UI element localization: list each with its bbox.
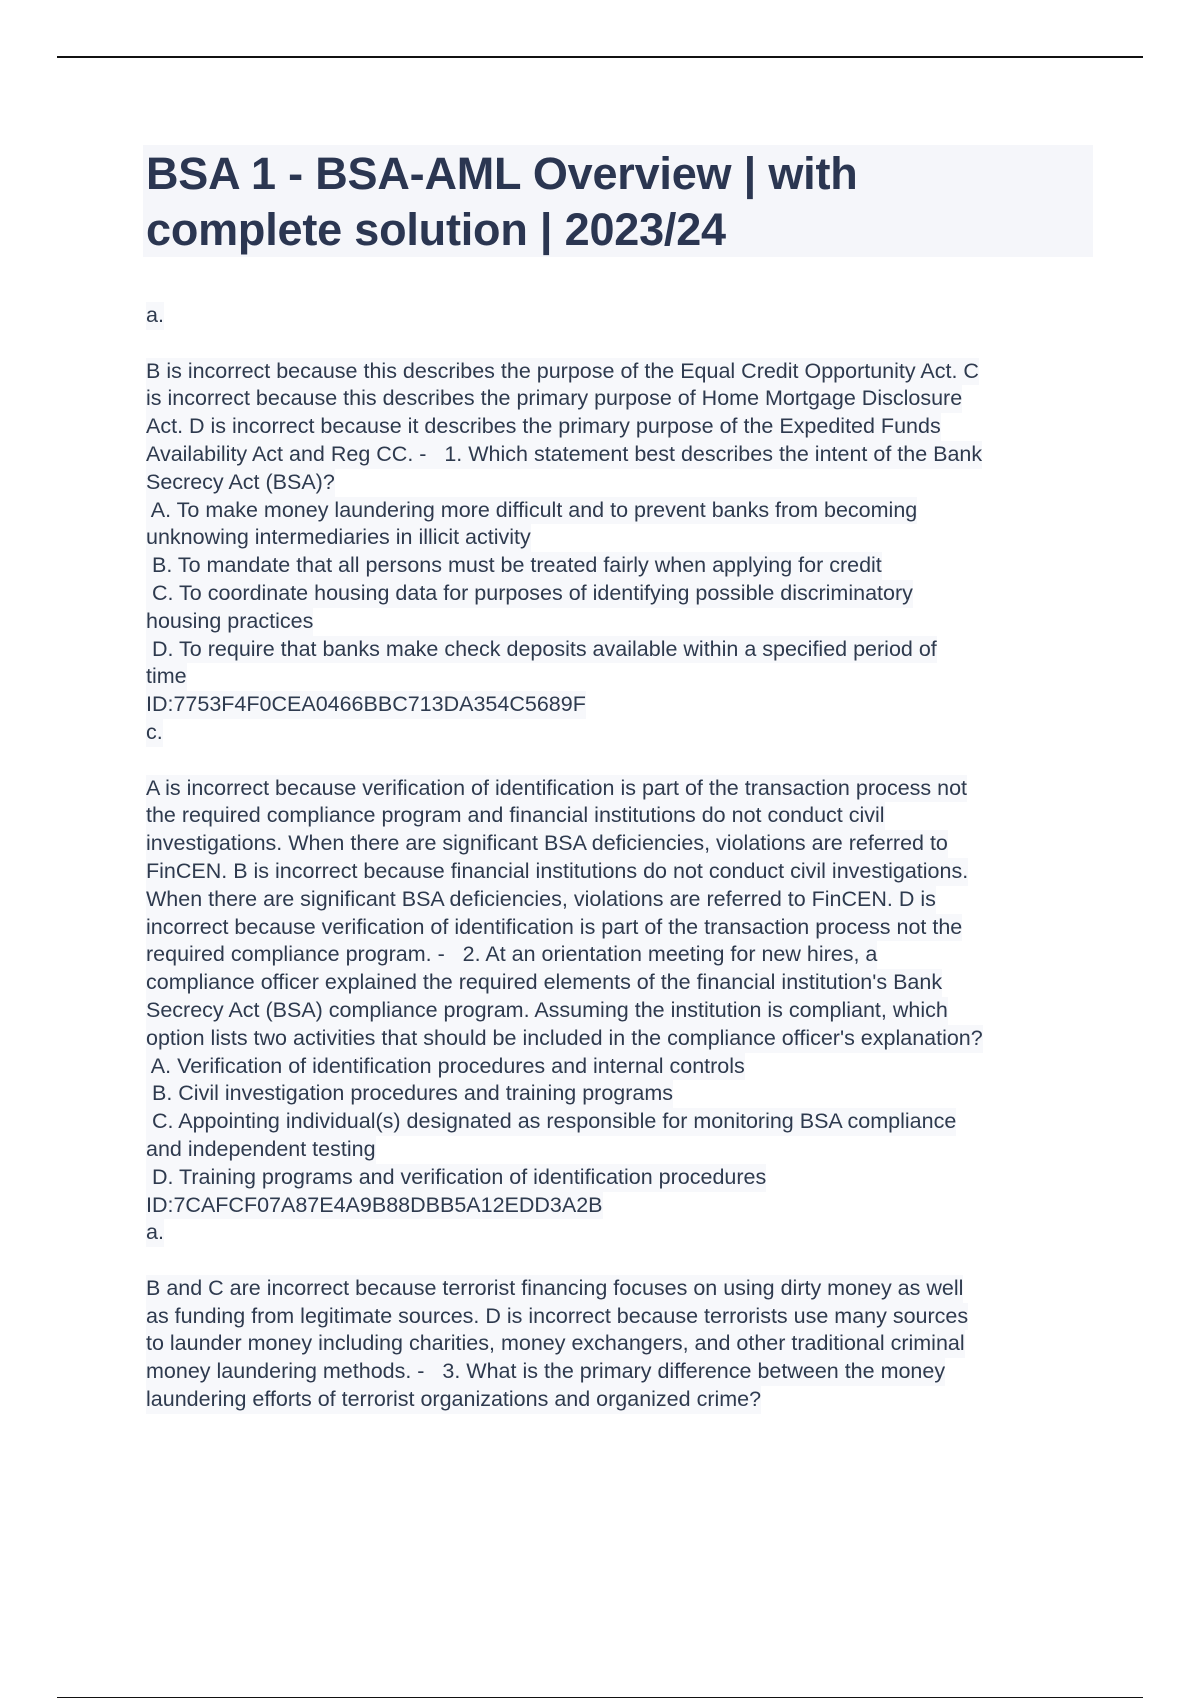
body-line: Secrecy Act (BSA) compliance program. Assuming the institution is compliant, which — [146, 997, 948, 1025]
body-line: Availability Act and Reg CC. - 1. Which statement best describes the intent of the Bank — [146, 441, 982, 469]
body-line: compliance officer explained the required elements of the financial institution's Bank — [146, 969, 942, 997]
body-line: the required compliance program and financial institutions do not conduct civil — [146, 802, 885, 830]
body-line: Secrecy Act (BSA)? — [146, 469, 335, 497]
body-line: unknowing intermediaries in illicit activity — [146, 524, 531, 552]
body-line: C. Appointing individual(s) designated as responsible for monitoring BSA compliance — [146, 1108, 956, 1136]
body-line: D. Training programs and verification of identification procedures — [146, 1164, 766, 1192]
body-line: A. Verification of identification procedures and internal controls — [146, 1053, 745, 1081]
body-line: is incorrect because this describes the primary purpose of Home Mortgage Disclosure — [146, 385, 962, 413]
top-rule — [57, 56, 1143, 58]
body-line: FinCEN. B is incorrect because financial institutions do not conduct civil investigations. — [146, 858, 968, 886]
body-line: c. — [146, 719, 163, 747]
blank-line — [146, 330, 1096, 358]
body-line: time — [146, 663, 187, 691]
document-title-line-2: complete solution | 2023/24 — [146, 204, 726, 255]
body-line: a. — [146, 1219, 164, 1247]
body-line: required compliance program. - 2. At an orientation meeting for new hires, a — [146, 941, 877, 969]
document-title — [146, 146, 1076, 258]
body-line: option lists two activities that should be included in the compliance officer's explanation? — [146, 1025, 983, 1053]
body-line: to launder money including charities, money exchangers, and other traditional criminal — [146, 1330, 965, 1358]
blank-line — [146, 747, 1096, 775]
body-line: money laundering methods. - 3. What is the primary difference between the money — [146, 1358, 945, 1386]
blank-line — [146, 1247, 1096, 1275]
body-line: C. To coordinate housing data for purposes of identifying possible discriminatory — [146, 580, 913, 608]
body-line: B. Civil investigation procedures and training programs — [146, 1080, 673, 1108]
document-title-line-1: BSA 1 - BSA-AML Overview | with — [146, 148, 858, 199]
body-line: investigations. When there are significant BSA deficiencies, violations are referred to — [146, 830, 948, 858]
body-line: as funding from legitimate sources. D is incorrect because terrorists use many sources — [146, 1303, 968, 1331]
body-line: ID:7753F4F0CEA0466BBC713DA354C5689F — [146, 691, 586, 719]
body-line: A is incorrect because verification of identification is part of the transaction process not — [146, 775, 967, 803]
body-line: Act. D is incorrect because it describes the primary purpose of the Expedited Funds — [146, 413, 941, 441]
document-body — [146, 302, 1096, 1414]
body-line: a. — [146, 302, 164, 330]
bottom-rule — [57, 1697, 1143, 1698]
body-line: ID:7CAFCF07A87E4A9B88DBB5A12EDD3A2B — [146, 1192, 603, 1220]
body-line: housing practices — [146, 608, 313, 636]
body-line: When there are significant BSA deficiencies, violations are referred to FinCEN. D is — [146, 886, 936, 914]
body-line: incorrect because verification of identification is part of the transaction process not the — [146, 914, 962, 942]
body-line: laundering efforts of terrorist organizations and organized crime? — [146, 1386, 761, 1414]
body-line: D. To require that banks make check deposits available within a specified period of — [146, 636, 937, 664]
body-line: B is incorrect because this describes the purpose of the Equal Credit Opportunity Act. C — [146, 358, 979, 386]
body-line: B and C are incorrect because terrorist financing focuses on using dirty money as well — [146, 1275, 963, 1303]
body-line: and independent testing — [146, 1136, 376, 1164]
body-line: A. To make money laundering more difficult and to prevent banks from becoming — [146, 497, 917, 525]
body-line: B. To mandate that all persons must be treated fairly when applying for credit — [146, 552, 882, 580]
